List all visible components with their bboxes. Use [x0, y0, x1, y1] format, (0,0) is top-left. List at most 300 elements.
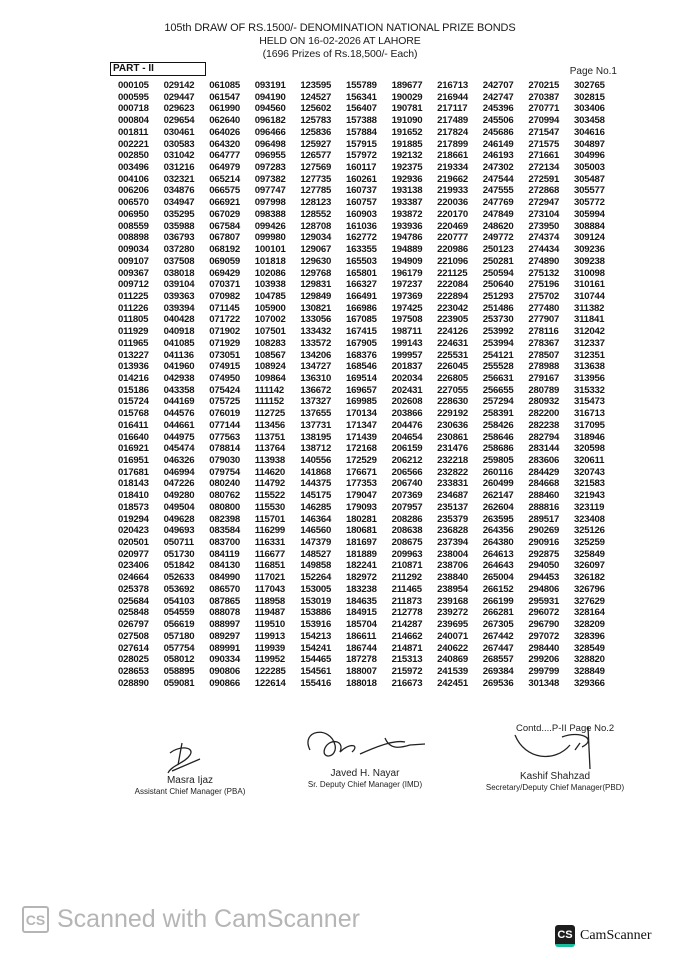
- bond-number: 217899: [437, 138, 468, 150]
- bond-number: 079754: [209, 466, 241, 478]
- bond-number: 025848: [118, 607, 149, 619]
- bond-number: 246193: [482, 150, 514, 162]
- bond-number: 016951: [118, 455, 149, 466]
- bond-number: 309236: [573, 244, 605, 256]
- bond-number: 025684: [118, 595, 149, 607]
- bond-number: 237394: [437, 537, 468, 549]
- bond-number: 305994: [573, 208, 605, 220]
- bond-number: 064979: [209, 162, 241, 174]
- bond-number: 241539: [437, 665, 468, 677]
- bond-number: 141868: [300, 466, 332, 478]
- bond-number: 016411: [118, 419, 149, 431]
- bond-number: 274890: [528, 255, 560, 267]
- bond-number: 191652: [391, 126, 423, 138]
- bond-number: 271661: [528, 150, 560, 162]
- bond-number: 219662: [437, 173, 468, 185]
- bond-number: 129768: [300, 267, 332, 279]
- signatory-3: [470, 725, 640, 793]
- bond-number: 153916: [300, 619, 332, 631]
- bond-number: 000718: [118, 103, 149, 115]
- bond-number: 280789: [528, 384, 560, 396]
- bond-number: 238840: [437, 572, 468, 584]
- bond-number: 180281: [345, 513, 377, 525]
- bond-number: 206740: [391, 478, 423, 490]
- bond-number: 267447: [482, 642, 514, 654]
- bond-number: 222084: [437, 279, 468, 291]
- bond-number: 064777: [209, 150, 241, 162]
- bond-number: 304616: [573, 126, 605, 138]
- bond-number: 219334: [437, 162, 468, 174]
- number-column: [300, 80, 346, 689]
- bond-number: 256655: [482, 384, 514, 396]
- bond-number: 206159: [391, 443, 423, 455]
- bond-number: 227055: [437, 384, 468, 396]
- bond-number: 186611: [345, 630, 377, 642]
- bond-number: 113456: [254, 419, 286, 431]
- bond-number: 192375: [391, 162, 423, 174]
- bond-number: 217117: [437, 103, 468, 115]
- bond-number: 058895: [163, 665, 195, 677]
- bond-number: 325849: [573, 548, 605, 560]
- bond-number: 098388: [254, 208, 286, 220]
- bond-number: 116677: [254, 548, 286, 560]
- bond-number: 236828: [437, 525, 468, 537]
- bond-number: 188007: [345, 665, 377, 677]
- bond-number: 220986: [437, 244, 468, 256]
- bond-number: 262604: [482, 501, 514, 513]
- bond-number: 113938: [254, 455, 286, 466]
- bond-number: 264380: [482, 537, 514, 549]
- bond-number: 168546: [345, 361, 377, 373]
- bond-number: 058012: [163, 654, 195, 666]
- bond-number: 278507: [528, 349, 560, 361]
- bond-number: 078814: [209, 443, 241, 455]
- bond-number: 320598: [573, 443, 605, 455]
- bond-number: 207369: [391, 490, 423, 502]
- bond-number: 328849: [573, 665, 605, 677]
- bond-number: 272947: [528, 197, 560, 209]
- bond-number: 318946: [573, 431, 605, 443]
- bond-number: 009712: [118, 279, 149, 291]
- camscanner-badge: [555, 925, 652, 947]
- bond-number: 067807: [209, 232, 241, 244]
- bond-number: 202431: [391, 384, 423, 396]
- bond-number: 065214: [209, 173, 241, 185]
- bond-number: 296790: [528, 619, 560, 631]
- bond-number: 067029: [209, 208, 241, 220]
- bond-number: 264643: [482, 560, 514, 572]
- camscanner-logo-icon: CS: [22, 906, 49, 933]
- bond-number: 088997: [209, 619, 241, 631]
- camscanner-watermark: [22, 905, 360, 934]
- bond-number: 070982: [209, 290, 241, 302]
- bond-number: 309124: [573, 232, 605, 244]
- bond-number: 254121: [482, 349, 514, 361]
- bond-number: 206566: [391, 466, 423, 478]
- bond-number: 094190: [254, 91, 286, 103]
- bond-number: 082398: [209, 513, 241, 525]
- bond-number: 220170: [437, 208, 468, 220]
- bond-number: 116331: [254, 537, 286, 549]
- bond-number: 090866: [209, 677, 241, 689]
- bond-number: 235379: [437, 513, 468, 525]
- bond-number: 025378: [118, 583, 149, 595]
- bond-number: 203866: [391, 408, 423, 420]
- bond-number: 282794: [528, 431, 560, 443]
- bond-number: 096498: [254, 138, 286, 150]
- bond-number: 242707: [482, 80, 514, 91]
- bond-number: 290916: [528, 537, 560, 549]
- bond-number: 258686: [482, 443, 514, 455]
- bond-number: 057754: [163, 642, 195, 654]
- bond-number: 127569: [300, 162, 332, 174]
- bond-number: 029142: [163, 80, 195, 91]
- bond-number: 232218: [437, 455, 468, 466]
- bond-number: 041136: [163, 349, 194, 361]
- bond-number: 118958: [254, 595, 286, 607]
- bond-number: 258646: [482, 431, 514, 443]
- bond-number: 156341: [345, 91, 377, 103]
- bond-number: 209963: [391, 548, 423, 560]
- bond-number: 160903: [345, 208, 377, 220]
- bond-number: 015768: [118, 408, 149, 420]
- bond-number: 310744: [573, 290, 605, 302]
- bond-number: 204476: [391, 419, 423, 431]
- bond-number: 009367: [118, 267, 149, 279]
- bond-number: 313638: [573, 361, 605, 373]
- bond-number: 247544: [482, 173, 514, 185]
- bond-number: 097747: [254, 185, 286, 197]
- bond-number: 044169: [163, 396, 195, 408]
- bond-number: 119487: [254, 607, 286, 619]
- bond-number: 192936: [391, 173, 423, 185]
- bond-number: 011225: [118, 290, 149, 302]
- bond-number: 225531: [437, 349, 468, 361]
- number-column: [392, 80, 438, 689]
- bond-number: 027614: [118, 642, 149, 654]
- bond-number: 096955: [254, 150, 286, 162]
- bond-number: 020977: [118, 548, 149, 560]
- number-column: [437, 80, 483, 689]
- bond-number: 043358: [163, 384, 195, 396]
- bond-number: 278116: [528, 326, 559, 338]
- bond-number: 031042: [163, 150, 195, 162]
- bond-number: 321583: [573, 478, 605, 490]
- bond-number: 077563: [209, 431, 241, 443]
- bond-number: 279167: [528, 372, 560, 384]
- bond-number: 006570: [118, 197, 149, 209]
- bond-number: 099426: [254, 220, 286, 232]
- bond-number: 006206: [118, 185, 149, 197]
- bond-number: 086570: [209, 583, 241, 595]
- bond-number: 193387: [391, 197, 423, 209]
- camscanner-brand-text: CamScanner: [580, 928, 652, 943]
- draw-title: 105th DRAW OF RS.1500/- DENOMINATION NATIONAL PRIZE BONDS: [164, 22, 516, 34]
- bond-number: 270215: [528, 80, 560, 91]
- bond-number: 239272: [437, 607, 468, 619]
- bond-number: 156407: [345, 103, 377, 115]
- bond-number: 273950: [528, 220, 560, 232]
- bond-number: 084119: [209, 548, 240, 560]
- bond-number: 256631: [482, 372, 514, 384]
- bond-number: 137327: [300, 396, 332, 408]
- bond-number: 171439: [345, 431, 377, 443]
- bond-number: 018410: [118, 490, 149, 502]
- bond-number: 271547: [528, 126, 560, 138]
- bond-number: 216944: [437, 91, 468, 103]
- bond-number: 325259: [573, 537, 605, 549]
- bond-number: 036793: [163, 232, 195, 244]
- bond-number: 107501: [254, 326, 286, 338]
- bond-number: 304897: [573, 138, 605, 150]
- bond-number: 102086: [254, 267, 286, 279]
- bond-number: 149858: [300, 560, 332, 572]
- bond-number: 282238: [528, 419, 560, 431]
- bond-number: 083700: [209, 537, 241, 549]
- bond-number: 245686: [482, 126, 514, 138]
- bond-number: 267305: [482, 619, 514, 631]
- bond-number: 280932: [528, 396, 560, 408]
- bond-number: 134727: [300, 361, 332, 373]
- bond-number: 146560: [300, 525, 332, 537]
- bond-number: 153886: [300, 607, 332, 619]
- bond-number: 184635: [345, 595, 377, 607]
- bond-number: 217824: [437, 126, 468, 138]
- bond-number: 166327: [345, 279, 377, 291]
- bond-number: 153019: [300, 595, 332, 607]
- bond-number: 014216: [118, 372, 149, 384]
- continued-note: Contd....P-II Page No.2: [516, 723, 615, 734]
- bond-number: 258426: [482, 419, 514, 431]
- bond-number: 122614: [254, 677, 286, 689]
- bond-number: 284668: [528, 478, 560, 490]
- bond-number: 090334: [209, 654, 241, 666]
- bond-number: 146364: [300, 513, 332, 525]
- bond-number: 250281: [482, 255, 514, 267]
- bond-number: 253994: [482, 337, 514, 349]
- bond-number: 172168: [345, 443, 377, 455]
- bond-number: 160261: [345, 173, 377, 185]
- bond-number: 064320: [209, 138, 241, 150]
- bond-number: 292875: [528, 548, 560, 560]
- bond-number: 094560: [254, 103, 286, 115]
- bond-number: 299799: [528, 665, 560, 677]
- bond-number: 168376: [345, 349, 377, 361]
- bond-number: 057180: [163, 630, 195, 642]
- bond-number: 253730: [482, 314, 514, 326]
- bond-number: 080240: [209, 478, 241, 490]
- bond-number: 040428: [163, 314, 195, 326]
- bond-number: 247849: [482, 208, 514, 220]
- bond-number: 129849: [300, 290, 332, 302]
- bond-number: 166491: [345, 290, 377, 302]
- bond-number: 119939: [254, 642, 286, 654]
- bond-number: 061990: [209, 103, 241, 115]
- bond-number: 035988: [163, 220, 195, 232]
- bond-number: 061547: [209, 91, 241, 103]
- bond-number: 204654: [391, 431, 423, 443]
- bond-number: 240869: [437, 654, 468, 666]
- watermark-text: Scanned with CamScanner: [57, 905, 360, 933]
- signatory-role: Secretary/Deputy Chief Manager(PBD): [485, 783, 625, 792]
- bond-number: 211465: [391, 583, 422, 595]
- bond-number: 326097: [573, 560, 605, 572]
- bond-number: 032321: [163, 173, 195, 185]
- bond-number: 157388: [345, 115, 377, 127]
- bond-number: 278988: [528, 361, 560, 373]
- bond-number: 197237: [391, 279, 423, 291]
- bond-number: 305577: [573, 185, 605, 197]
- number-column: [346, 80, 392, 689]
- bond-number: 030461: [163, 126, 195, 138]
- bond-number: 067584: [209, 220, 241, 232]
- document-header: [0, 22, 680, 61]
- bond-number: 064026: [209, 126, 241, 138]
- bond-number: 107002: [254, 314, 286, 326]
- bond-number: 061085: [209, 80, 241, 91]
- bond-number: 015186: [118, 384, 149, 396]
- bond-number: 041960: [163, 361, 195, 373]
- bond-number: 029654: [163, 115, 195, 127]
- bond-number: 046326: [163, 455, 195, 466]
- bond-number: 171347: [345, 419, 377, 431]
- bond-number: 011929: [118, 326, 149, 338]
- number-column: [574, 80, 620, 689]
- bond-number: 214287: [391, 619, 423, 631]
- bond-number: 054559: [163, 607, 195, 619]
- bond-number: 283606: [528, 455, 560, 466]
- bond-number: 049628: [163, 513, 195, 525]
- bond-number: 294806: [528, 583, 560, 595]
- bond-number: 250123: [482, 244, 514, 256]
- bond-number: 122285: [254, 665, 286, 677]
- bond-number: 295931: [528, 595, 560, 607]
- bond-number: 071929: [209, 337, 241, 349]
- bond-number: 125783: [300, 115, 332, 127]
- bond-number: 165503: [345, 255, 377, 267]
- number-column: [483, 80, 529, 689]
- bond-number: 226805: [437, 372, 468, 384]
- bond-number: 217489: [437, 115, 468, 127]
- bond-number: 264356: [482, 525, 514, 537]
- bond-number: 155416: [300, 677, 332, 689]
- bond-number: 068192: [209, 244, 241, 256]
- bond-number: 247302: [482, 162, 514, 174]
- bond-number: 269536: [482, 677, 514, 689]
- bond-number: 016921: [118, 443, 149, 455]
- bond-number: 115522: [254, 490, 286, 502]
- bond-number: 310161: [573, 279, 605, 291]
- bond-number: 221125: [437, 267, 468, 279]
- bond-number: 154561: [300, 665, 332, 677]
- bond-number: 247769: [482, 197, 514, 209]
- bond-number: 268557: [482, 654, 514, 666]
- bond-number: 179047: [345, 490, 377, 502]
- bond-number: 071145: [209, 302, 240, 314]
- bond-number: 206212: [391, 455, 423, 466]
- bond-number: 211292: [391, 572, 422, 584]
- part-label: PART - II: [110, 62, 206, 76]
- bond-number: 050711: [163, 537, 194, 549]
- bond-number: 326182: [573, 572, 605, 584]
- bond-number: 119913: [254, 630, 286, 642]
- bond-number: 034876: [163, 185, 195, 197]
- bond-number: 049280: [163, 490, 195, 502]
- bond-number: 127735: [300, 173, 332, 185]
- bond-number: 258391: [482, 408, 514, 420]
- bond-number: 216713: [437, 80, 468, 91]
- bond-number: 320611: [573, 455, 605, 466]
- bond-number: 207957: [391, 501, 423, 513]
- bond-number: 271575: [528, 138, 560, 150]
- bond-number: 097382: [254, 173, 286, 185]
- bond-number: 075424: [209, 384, 241, 396]
- bond-number: 275702: [528, 290, 560, 302]
- bond-number: 199957: [391, 349, 423, 361]
- bond-number: 137731: [300, 419, 332, 431]
- bond-number: 216673: [391, 677, 423, 689]
- bond-number: 208675: [391, 537, 423, 549]
- signatory-name: Kashif Shahzad: [519, 771, 591, 782]
- bond-number: 071722: [209, 314, 241, 326]
- bond-number: 296072: [528, 607, 560, 619]
- bond-number: 170134: [345, 408, 377, 420]
- draw-date-location: HELD ON 16-02-2026 AT LAHORE: [259, 35, 421, 47]
- bond-number: 084130: [209, 560, 241, 572]
- bond-number: 302815: [573, 91, 605, 103]
- bond-number: 018143: [118, 478, 149, 490]
- bond-number: 257294: [482, 396, 514, 408]
- bond-number: 013936: [118, 361, 149, 373]
- number-column: [255, 80, 301, 689]
- bond-number: 255528: [482, 361, 514, 373]
- bond-number: 031216: [163, 162, 195, 174]
- bond-number: 129831: [300, 279, 332, 291]
- bond-number: 184915: [345, 607, 377, 619]
- bond-number: 233831: [437, 478, 468, 490]
- camscanner-app-icon: CS: [555, 925, 575, 947]
- bond-number: 125927: [300, 138, 332, 150]
- bond-number: 089991: [209, 642, 241, 654]
- bond-number: 231476: [437, 443, 468, 455]
- bond-number: 247555: [482, 185, 514, 197]
- bond-number: 045474: [163, 443, 195, 455]
- bond-number: 251486: [482, 302, 514, 314]
- bond-number: 193872: [391, 208, 423, 220]
- bond-number: 190029: [391, 91, 423, 103]
- bond-number: 186744: [345, 642, 377, 654]
- bond-number: 105900: [254, 302, 286, 314]
- bond-number: 029447: [163, 91, 195, 103]
- bond-number: 069059: [209, 255, 241, 267]
- bond-number: 323119: [573, 501, 605, 513]
- prize-info: (1696 Prizes of Rs.18,500/- Each): [262, 48, 418, 60]
- bond-number: 077144: [209, 419, 241, 431]
- bond-number: 294050: [528, 560, 560, 572]
- bond-number: 277480: [528, 302, 560, 314]
- bond-number: 096466: [254, 126, 286, 138]
- bond-number: 117021: [254, 572, 286, 584]
- signatory-name: Javed H. Nayar: [330, 768, 400, 779]
- bond-number: 115530: [254, 501, 286, 513]
- bond-number: 117043: [254, 583, 286, 595]
- bond-number: 259805: [482, 455, 514, 466]
- bond-number: 272591: [528, 173, 560, 185]
- bond-number: 099980: [254, 232, 286, 244]
- bond-number: 188018: [345, 677, 377, 689]
- bond-number: 193936: [391, 220, 423, 232]
- bond-number: 154213: [300, 630, 332, 642]
